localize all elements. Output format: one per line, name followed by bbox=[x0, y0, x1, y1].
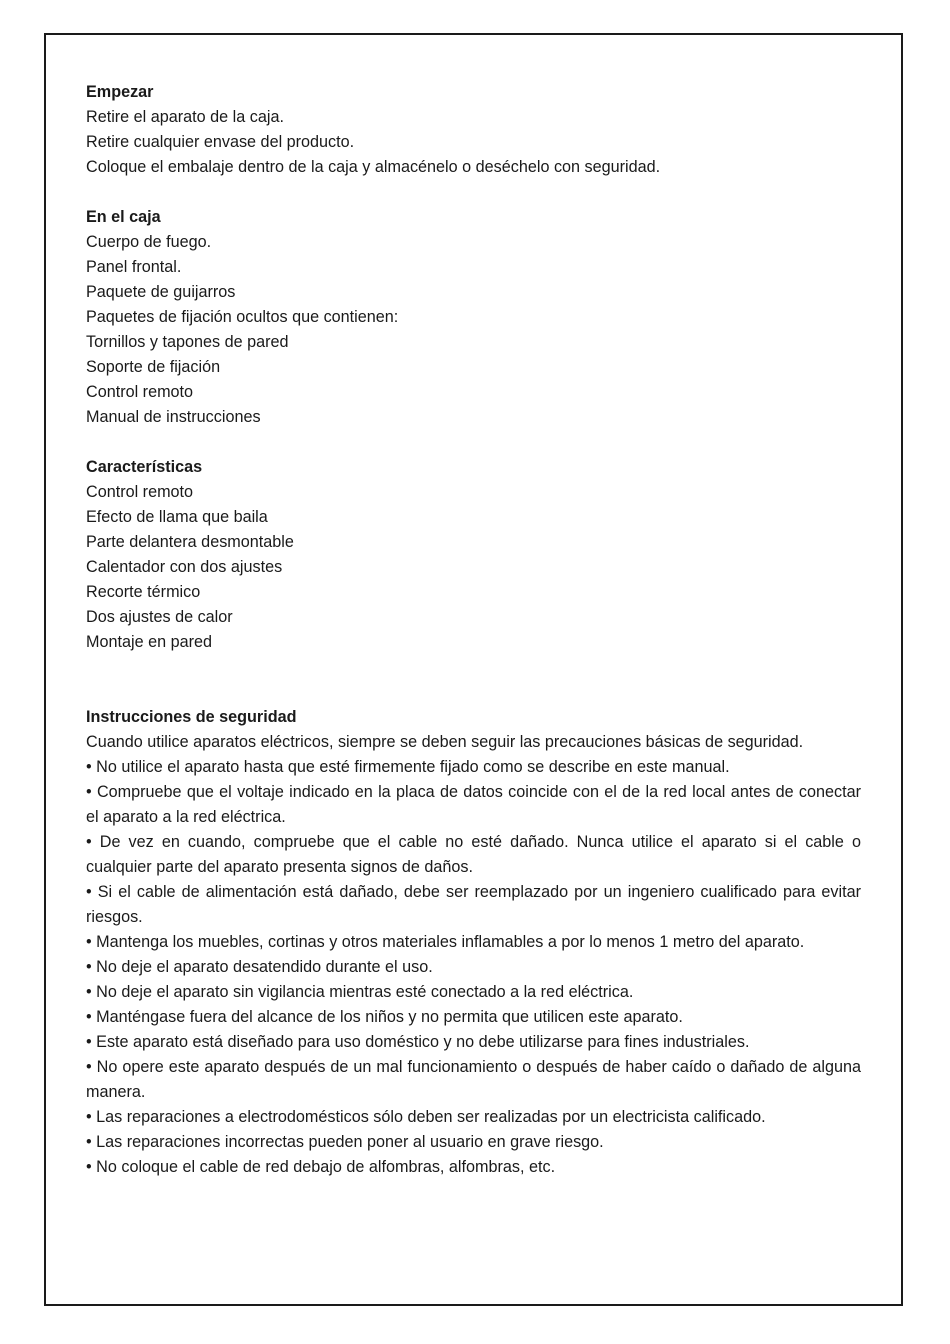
bullet-item: • Las reparaciones incorrectas pueden poner al usuario en grave riesgo. bbox=[86, 1133, 604, 1151]
list-item: Dos ajustes de calor bbox=[86, 608, 233, 626]
bullet-item: • Si el cable de alimentación está dañado, debe ser reemplazado por un ingeniero cualificado para evitar riesgos. bbox=[86, 883, 861, 926]
list-item: Recorte térmico bbox=[86, 583, 201, 601]
document-body bbox=[86, 80, 861, 1180]
section-empezar bbox=[86, 80, 861, 180]
section-en-el-caja bbox=[86, 205, 861, 430]
section-title-caracteristicas: Características bbox=[86, 458, 203, 476]
bullet-item: • Este aparato está diseñado para uso doméstico y no debe utilizarse para fines industriales. bbox=[86, 1033, 750, 1051]
section-title-empezar: Empezar bbox=[86, 83, 154, 101]
list-item: Retire el aparato de la caja. bbox=[86, 108, 284, 126]
list-item: Calentador con dos ajustes bbox=[86, 558, 283, 576]
paragraph: Cuando utilice aparatos eléctricos, siempre se deben seguir las precauciones básicas de seguridad. bbox=[86, 733, 804, 751]
list-item: Soporte de fijación bbox=[86, 358, 221, 376]
bullet-item: • No deje el aparato desatendido durante el uso. bbox=[86, 958, 433, 976]
list-item: Parte delantera desmontable bbox=[86, 533, 294, 551]
bullet-item: • Mantenga los muebles, cortinas y otros materiales inflamables a por lo menos 1 metro del aparato. bbox=[86, 933, 805, 951]
list-item: Paquetes de fijación ocultos que contienen: bbox=[86, 308, 399, 326]
list-item: Panel frontal. bbox=[86, 258, 182, 276]
list-item: Control remoto bbox=[86, 483, 194, 501]
list-item: Efecto de llama que baila bbox=[86, 508, 268, 526]
list-item: Retire cualquier envase del producto. bbox=[86, 133, 355, 151]
list-item: Control remoto bbox=[86, 383, 194, 401]
list-item: Tornillos y tapones de pared bbox=[86, 333, 289, 351]
bullet-item: • No utilice el aparato hasta que esté firmemente fijado como se describe en este manual. bbox=[86, 758, 730, 776]
bullet-item: • Compruebe que el voltaje indicado en la placa de datos coincide con el de la red local antes de conectar el aparato a la red eléctrica. bbox=[86, 783, 861, 826]
list-item: Montaje en pared bbox=[86, 633, 212, 651]
list-item: Coloque el embalaje dentro de la caja y almacénelo o deséchelo con seguridad. bbox=[86, 158, 661, 176]
section-title-en-el-caja: En el caja bbox=[86, 208, 161, 226]
bullet-item: • De vez en cuando, compruebe que el cable no esté dañado. Nunca utilice el aparato si el cable o cualquier parte del aparato presenta signos de daños. bbox=[86, 833, 861, 876]
section-instrucciones-de-seguridad bbox=[86, 705, 861, 1180]
list-item: Cuerpo de fuego. bbox=[86, 233, 212, 251]
bullet-item: • No coloque el cable de red debajo de alfombras, alfombras, etc. bbox=[86, 1158, 556, 1176]
bullet-item: • Las reparaciones a electrodomésticos sólo deben ser realizadas por un electricista calificado. bbox=[86, 1108, 766, 1126]
section-caracteristicas bbox=[86, 455, 861, 655]
bullet-item: • No deje el aparato sin vigilancia mientras esté conectado a la red eléctrica. bbox=[86, 983, 634, 1001]
bullet-item: • No opere este aparato después de un mal funcionamiento o después de haber caído o dañado de alguna manera. bbox=[86, 1058, 861, 1101]
section-title-instrucciones-de-seguridad: Instrucciones de seguridad bbox=[86, 708, 297, 726]
list-item: Manual de instrucciones bbox=[86, 408, 261, 426]
bullet-item: • Manténgase fuera del alcance de los niños y no permita que utilicen este aparato. bbox=[86, 1008, 683, 1026]
list-item: Paquete de guijarros bbox=[86, 283, 236, 301]
